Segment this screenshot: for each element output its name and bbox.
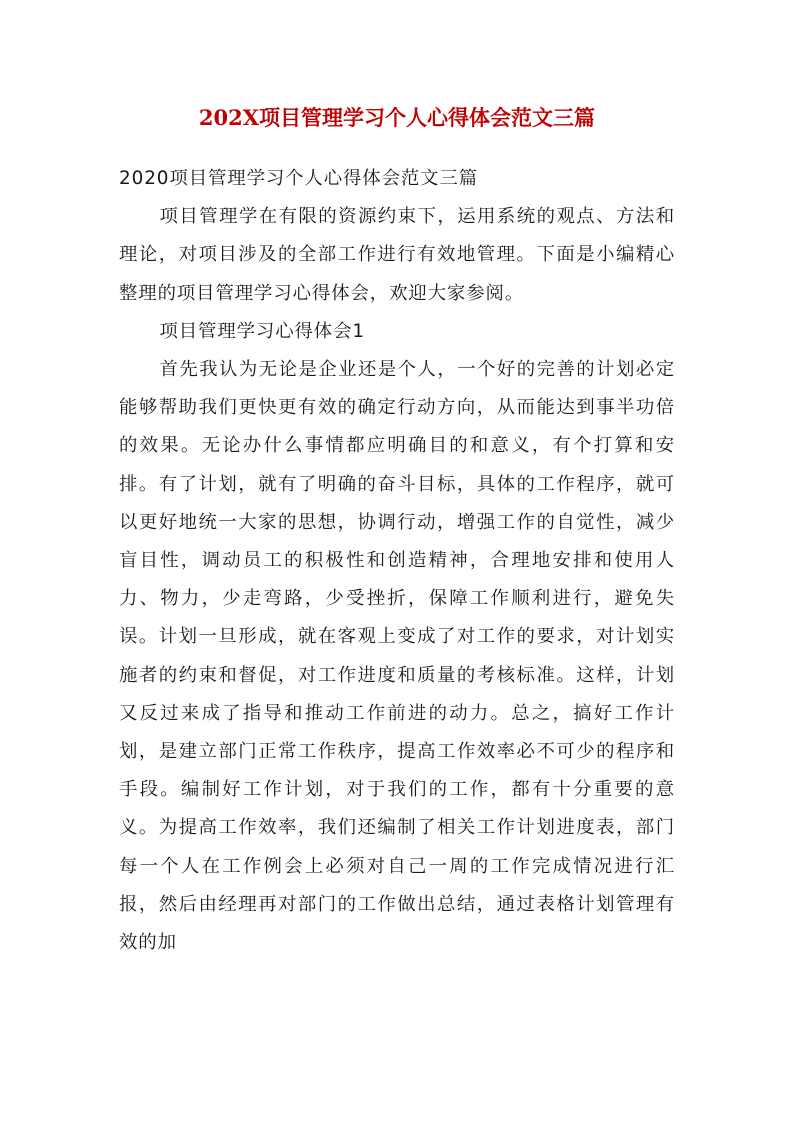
section-paragraph: 首先我认为无论是企业还是个人，一个好的完善的计划必定能够帮助我们更快更有效的确定行动方向，从而能达到事半功倍的效果。无论办什么事情都应明确目的和意义，有个打算和安排。有了计划，就有了明确的奋斗目标，具体的工作程序，就可以更好地统一大家的思想，协调行动，增强工作的自觉性，减少盲目性，调动员工的积极性和创造精神，合理地安排和使用人力、物力，少走弯路，少受挫折，保障工作顺利进行，避免失误。计划一旦形成，就在客观上变成了对工作的要求，对计划实施者的约束和督促，对工作进度和质量的考核标准。这样，计划又反过来成了指导和推动工作前进的动力。总之，搞好工作计划，是建立部门正常工作秩序，提高工作效率必不可少的程序和手段。编制好工作计划，对于我们的工作，都有十分重要的意义。为提高工作效率，我们还编制了相关工作计划进度表，部门每一个人在工作例会上必须对自己一周的工作完成情况进行汇报，然后由经理再对部门的工作做出总结，通过表格计划管理有效的加 — [119, 359, 675, 954]
document-subtitle: 2020项目管理学习个人心得体会范文三篇 — [119, 168, 479, 189]
document-body — [119, 160, 675, 962]
section-heading: 项目管理学习心得体会1 — [159, 320, 365, 342]
intro-paragraph: 项目管理学在有限的资源约束下，运用系统的观点、方法和理论，对项目涉及的全部工作进行有效地管理。下面是小编精心整理的项目管理学习心得体会，欢迎大家参阅。 — [119, 206, 675, 304]
document-title: 202X项目管理学习个人心得体会范文三篇 — [198, 105, 596, 130]
